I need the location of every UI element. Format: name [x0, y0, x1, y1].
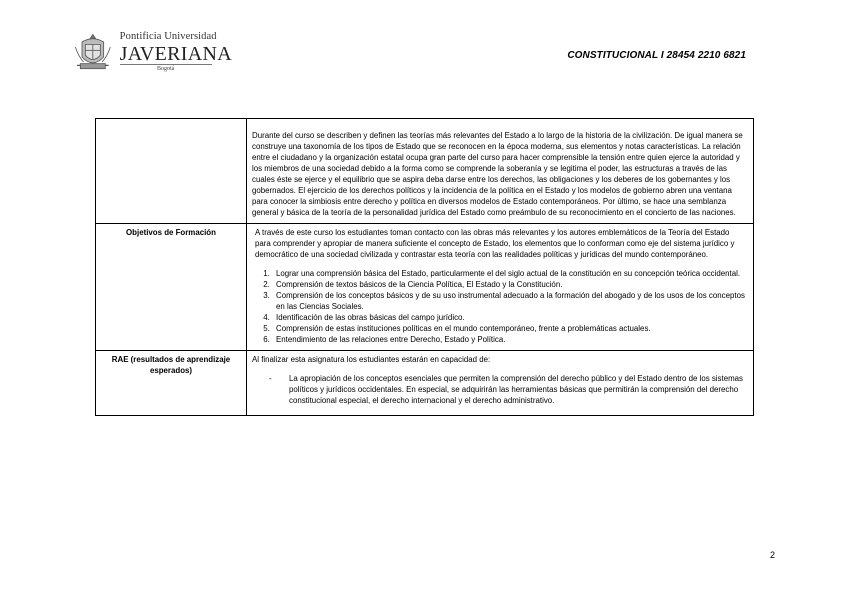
rae-label: RAE (resultados de aprendizaje esperados): [96, 351, 247, 416]
list-item: 4. Identificación de las obras básicas del campo jurídico.: [272, 312, 747, 323]
list-item: 2. Comprensión de textos básicos de la Ciencia Política, El Estado y la Constitución.: [272, 279, 747, 290]
description-text: Durante del curso se describen y definen las teorías más relevantes del Estado a lo largo de la historia de la civilización. De igual manera se construye una taxonomía de los tipos de Estado que se reconocen en la época moderna, sus elementos y notas características. La relación entre el ciudadano y la organización estatal ocupa gran parte del curso para hacer comprensible la tensión entre quien ejerce la autoridad y los miembros de una sociedad debido a la forma como se comprende la soberanía y se legitima el poder, las estructuras a través de las cuales éste se ejerce y el equilibrio que se aspira deba darse entre los derechos, las obligaciones y los deberes de los gobernantes y los gobernados. El ejercicio de los derechos políticos y la incidencia de la política en el Estado y los modelos de gobierno abren una ventana para conocer la simbiosis entre derecho y política en diversos modelos de Estado contemporáneos. Por último, se hace una semblanza general y básica de la teoría de la personalidad jurídica del Estado como preámbulo de su reconocimiento en el concierto de las naciones.: [252, 131, 743, 217]
logo-text: [120, 32, 232, 72]
logo-line-1: Pontificia Universidad: [119, 31, 217, 43]
description-content: [247, 119, 754, 224]
description-label: [96, 119, 247, 224]
table-row-objetivos: [96, 224, 754, 351]
course-info-table: [95, 118, 754, 416]
list-item: [269, 373, 747, 406]
logo-line-2: JAVERIANA: [119, 42, 232, 65]
table-row-rae: [96, 351, 754, 416]
university-crest-icon: [72, 28, 114, 76]
objetivos-content: [247, 224, 754, 351]
rae-content: [247, 351, 754, 416]
table-row-description: [96, 119, 754, 224]
objetivos-intro: A través de este curso los estudiantes toman contacto con las obras más relevantes y los autores emblemáticos de la Teoría del Estado para comprender y apropiar de manera suficiente el concepto de Estado, los elementos que lo conforman como eje del sistema jurídico y democrático de una sociedad civilizada y contrastar esta teoría con las realidades políticas y jurídicas del mundo contemporáneo.: [255, 228, 735, 259]
rae-intro: Al finalizar esta asignatura los estudiantes estarán en capacidad de:: [252, 355, 491, 364]
logo-line-3: Bogotá: [120, 64, 212, 72]
university-logo: [72, 28, 232, 76]
course-code: CONSTITUCIONAL I 28454 2210 6821: [567, 50, 746, 61]
objetivos-list: [252, 268, 747, 345]
rae-list: [252, 373, 747, 406]
list-item: 5. Comprensión de estas instituciones políticas en el mundo contemporáneo, frente a problemáticas actuales.: [272, 323, 747, 334]
rae-item-text: La apropiación de los conceptos esenciales que permiten la comprensión del derecho público y del Estado dentro de los sistemas políticos y jurídicos occidentales. En especial, se adquirirán las herramientas básicas que permitirán la comprensión del derecho constitucional especial, el derecho internacional y el derecho administrativo.: [289, 374, 743, 405]
objetivos-label: Objetivos de Formación: [96, 224, 247, 351]
dash-bullet: -: [269, 374, 272, 383]
list-item: 1. Lograr una comprensión básica del Estado, particularmente el del siglo actual de la constitución en su concepción teórica occidental.: [272, 268, 747, 279]
list-item: 6. Entendimiento de las relaciones entre Derecho, Estado y Política.: [272, 334, 747, 345]
list-item: 3. Comprensión de los conceptos básicos y de su uso instrumental adecuado a la formación del abogado y de los usos de los conceptos en las Ciencias Sociales.: [272, 290, 747, 312]
page-number: 2: [769, 550, 775, 560]
